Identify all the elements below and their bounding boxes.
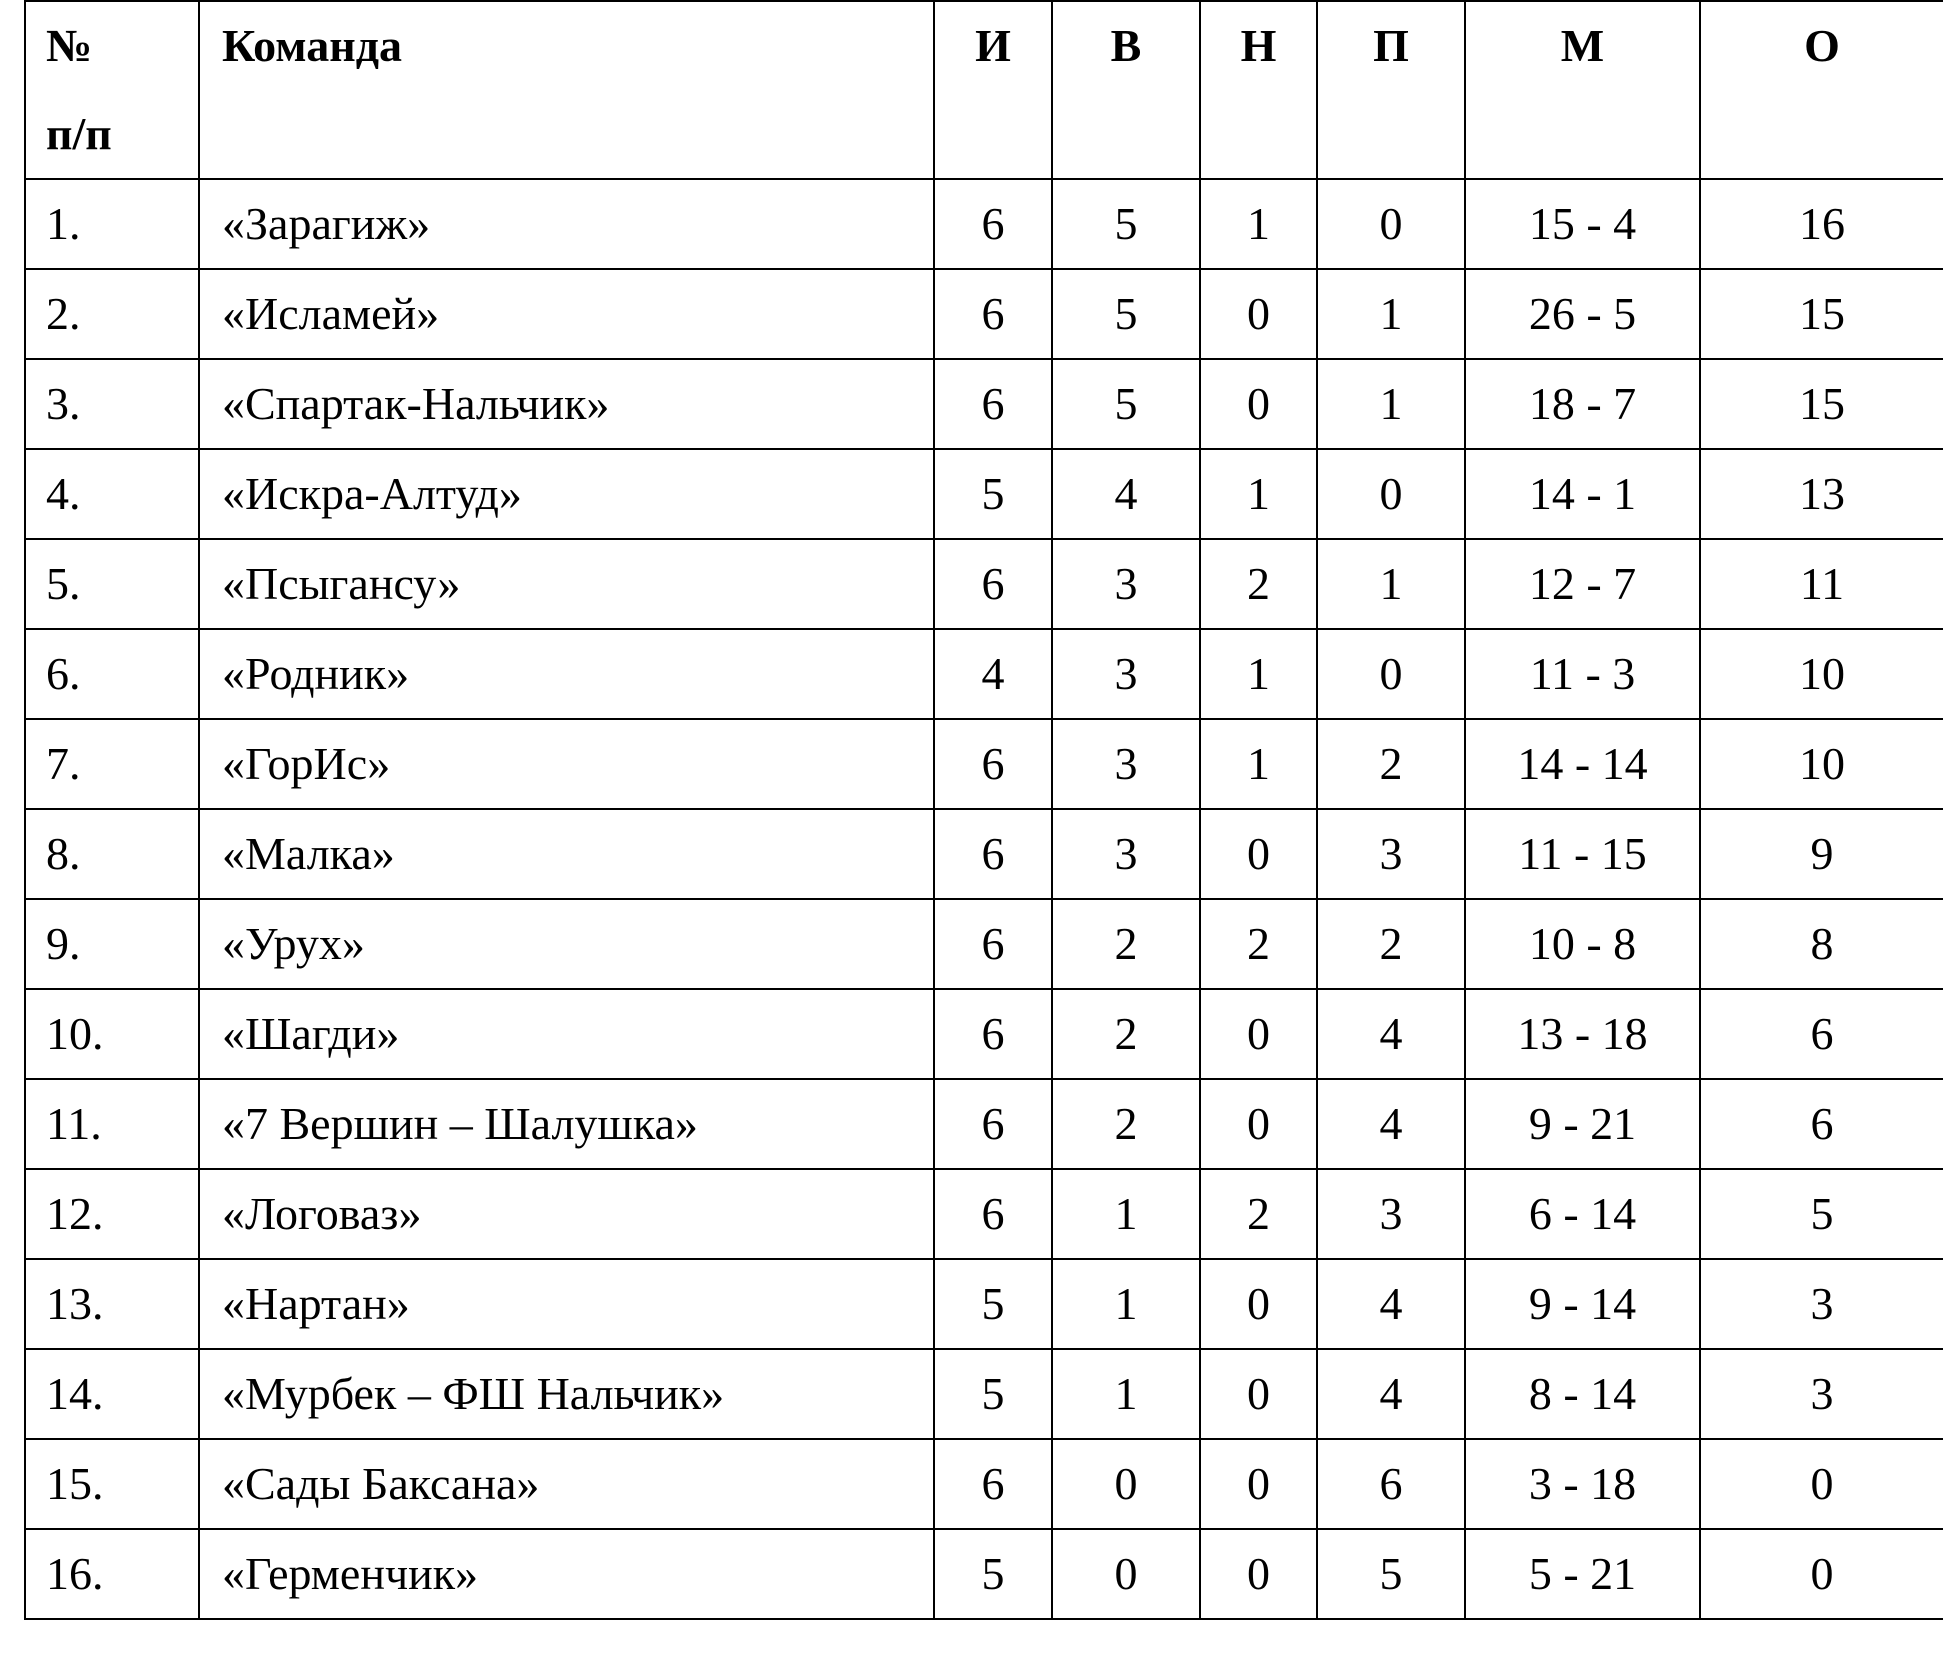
team-name: «ГорИс» xyxy=(199,719,934,809)
table-row xyxy=(25,719,1943,809)
team-name: «Шагди» xyxy=(199,989,934,1079)
games-played: 6 xyxy=(934,269,1052,359)
wins: 3 xyxy=(1052,629,1200,719)
header-goals: М xyxy=(1465,1,1700,179)
goals: 18 - 7 xyxy=(1465,359,1700,449)
table-row xyxy=(25,899,1943,989)
goals: 11 - 3 xyxy=(1465,629,1700,719)
points: 10 xyxy=(1700,629,1943,719)
team-name: «Урух» xyxy=(199,899,934,989)
points: 6 xyxy=(1700,989,1943,1079)
wins: 0 xyxy=(1052,1439,1200,1529)
goals: 9 - 21 xyxy=(1465,1079,1700,1169)
losses: 3 xyxy=(1317,809,1465,899)
table-row xyxy=(25,1439,1943,1529)
goals: 9 - 14 xyxy=(1465,1259,1700,1349)
wins: 3 xyxy=(1052,719,1200,809)
losses: 1 xyxy=(1317,359,1465,449)
row-number: 16. xyxy=(25,1529,199,1619)
points: 11 xyxy=(1700,539,1943,629)
wins: 5 xyxy=(1052,359,1200,449)
draws: 0 xyxy=(1200,269,1317,359)
row-number: 5. xyxy=(25,539,199,629)
draws: 0 xyxy=(1200,359,1317,449)
goals: 6 - 14 xyxy=(1465,1169,1700,1259)
header-draws: Н xyxy=(1200,1,1317,179)
points: 3 xyxy=(1700,1349,1943,1439)
goals: 14 - 1 xyxy=(1465,449,1700,539)
games-played: 6 xyxy=(934,1169,1052,1259)
draws: 0 xyxy=(1200,1439,1317,1529)
draws: 2 xyxy=(1200,539,1317,629)
losses: 4 xyxy=(1317,1349,1465,1439)
table-row xyxy=(25,989,1943,1079)
draws: 2 xyxy=(1200,899,1317,989)
points: 5 xyxy=(1700,1169,1943,1259)
games-played: 6 xyxy=(934,539,1052,629)
team-name: «Исламей» xyxy=(199,269,934,359)
wins: 1 xyxy=(1052,1259,1200,1349)
games-played: 6 xyxy=(934,989,1052,1079)
header-number xyxy=(25,1,199,179)
draws: 1 xyxy=(1200,179,1317,269)
team-name: «Родник» xyxy=(199,629,934,719)
team-name: «Спартак-Нальчик» xyxy=(199,359,934,449)
losses: 5 xyxy=(1317,1529,1465,1619)
goals: 13 - 18 xyxy=(1465,989,1700,1079)
wins: 0 xyxy=(1052,1529,1200,1619)
losses: 4 xyxy=(1317,1259,1465,1349)
standings-body xyxy=(25,179,1943,1619)
points: 0 xyxy=(1700,1529,1943,1619)
team-name: «Мурбек – ФШ Нальчик» xyxy=(199,1349,934,1439)
losses: 4 xyxy=(1317,989,1465,1079)
row-number: 13. xyxy=(25,1259,199,1349)
games-played: 6 xyxy=(934,719,1052,809)
wins: 3 xyxy=(1052,809,1200,899)
wins: 5 xyxy=(1052,179,1200,269)
standings-table xyxy=(24,0,1943,1620)
draws: 0 xyxy=(1200,1349,1317,1439)
draws: 2 xyxy=(1200,1169,1317,1259)
row-number: 3. xyxy=(25,359,199,449)
row-number: 2. xyxy=(25,269,199,359)
games-played: 6 xyxy=(934,1079,1052,1169)
points: 6 xyxy=(1700,1079,1943,1169)
team-name: «Нартан» xyxy=(199,1259,934,1349)
row-number: 7. xyxy=(25,719,199,809)
table-row xyxy=(25,809,1943,899)
team-name: «Зарагиж» xyxy=(199,179,934,269)
draws: 0 xyxy=(1200,989,1317,1079)
row-number: 4. xyxy=(25,449,199,539)
losses: 3 xyxy=(1317,1169,1465,1259)
row-number: 14. xyxy=(25,1349,199,1439)
wins: 5 xyxy=(1052,269,1200,359)
points: 10 xyxy=(1700,719,1943,809)
losses: 1 xyxy=(1317,269,1465,359)
losses: 0 xyxy=(1317,449,1465,539)
team-name: «Сады Баксана» xyxy=(199,1439,934,1529)
row-number: 10. xyxy=(25,989,199,1079)
table-row xyxy=(25,449,1943,539)
team-name: «Малка» xyxy=(199,809,934,899)
games-played: 5 xyxy=(934,1529,1052,1619)
wins: 2 xyxy=(1052,989,1200,1079)
table-row xyxy=(25,359,1943,449)
games-played: 4 xyxy=(934,629,1052,719)
games-played: 5 xyxy=(934,1349,1052,1439)
goals: 15 - 4 xyxy=(1465,179,1700,269)
table-row xyxy=(25,1169,1943,1259)
losses: 1 xyxy=(1317,539,1465,629)
table-row xyxy=(25,1349,1943,1439)
row-number: 12. xyxy=(25,1169,199,1259)
goals: 3 - 18 xyxy=(1465,1439,1700,1529)
points: 16 xyxy=(1700,179,1943,269)
row-number: 6. xyxy=(25,629,199,719)
wins: 2 xyxy=(1052,899,1200,989)
draws: 0 xyxy=(1200,1529,1317,1619)
draws: 1 xyxy=(1200,719,1317,809)
wins: 1 xyxy=(1052,1349,1200,1439)
points: 3 xyxy=(1700,1259,1943,1349)
games-played: 6 xyxy=(934,359,1052,449)
draws: 0 xyxy=(1200,1259,1317,1349)
row-number: 11. xyxy=(25,1079,199,1169)
games-played: 5 xyxy=(934,449,1052,539)
header-losses: П xyxy=(1317,1,1465,179)
row-number: 9. xyxy=(25,899,199,989)
table-row xyxy=(25,179,1943,269)
table-row xyxy=(25,269,1943,359)
goals: 11 - 15 xyxy=(1465,809,1700,899)
row-number: 15. xyxy=(25,1439,199,1529)
losses: 2 xyxy=(1317,899,1465,989)
row-number: 8. xyxy=(25,809,199,899)
wins: 2 xyxy=(1052,1079,1200,1169)
points: 9 xyxy=(1700,809,1943,899)
losses: 4 xyxy=(1317,1079,1465,1169)
draws: 1 xyxy=(1200,629,1317,719)
team-name: «7 Вершин – Шалушка» xyxy=(199,1079,934,1169)
games-played: 6 xyxy=(934,809,1052,899)
games-played: 5 xyxy=(934,1259,1052,1349)
goals: 26 - 5 xyxy=(1465,269,1700,359)
table-row xyxy=(25,1259,1943,1349)
wins: 4 xyxy=(1052,449,1200,539)
table-row xyxy=(25,1079,1943,1169)
goals: 5 - 21 xyxy=(1465,1529,1700,1619)
row-number: 1. xyxy=(25,179,199,269)
header-number-line2: п/п xyxy=(46,108,112,159)
draws: 0 xyxy=(1200,1079,1317,1169)
wins: 3 xyxy=(1052,539,1200,629)
points: 13 xyxy=(1700,449,1943,539)
points: 15 xyxy=(1700,269,1943,359)
header-games: И xyxy=(934,1,1052,179)
header-points: О xyxy=(1700,1,1943,179)
losses: 6 xyxy=(1317,1439,1465,1529)
losses: 0 xyxy=(1317,179,1465,269)
points: 15 xyxy=(1700,359,1943,449)
header-number-line1: № xyxy=(46,20,93,71)
points: 8 xyxy=(1700,899,1943,989)
games-played: 6 xyxy=(934,899,1052,989)
games-played: 6 xyxy=(934,1439,1052,1529)
games-played: 6 xyxy=(934,179,1052,269)
team-name: «Искра-Алтуд» xyxy=(199,449,934,539)
table-row xyxy=(25,1529,1943,1619)
table-row xyxy=(25,539,1943,629)
wins: 1 xyxy=(1052,1169,1200,1259)
team-name: «Герменчик» xyxy=(199,1529,934,1619)
goals: 10 - 8 xyxy=(1465,899,1700,989)
draws: 0 xyxy=(1200,809,1317,899)
goals: 14 - 14 xyxy=(1465,719,1700,809)
losses: 0 xyxy=(1317,629,1465,719)
header-wins: В xyxy=(1052,1,1200,179)
draws: 1 xyxy=(1200,449,1317,539)
table-row xyxy=(25,629,1943,719)
losses: 2 xyxy=(1317,719,1465,809)
header-row xyxy=(25,1,1943,179)
header-team: Команда xyxy=(199,1,934,179)
goals: 8 - 14 xyxy=(1465,1349,1700,1439)
goals: 12 - 7 xyxy=(1465,539,1700,629)
team-name: «Псыгансу» xyxy=(199,539,934,629)
team-name: «Логоваз» xyxy=(199,1169,934,1259)
points: 0 xyxy=(1700,1439,1943,1529)
